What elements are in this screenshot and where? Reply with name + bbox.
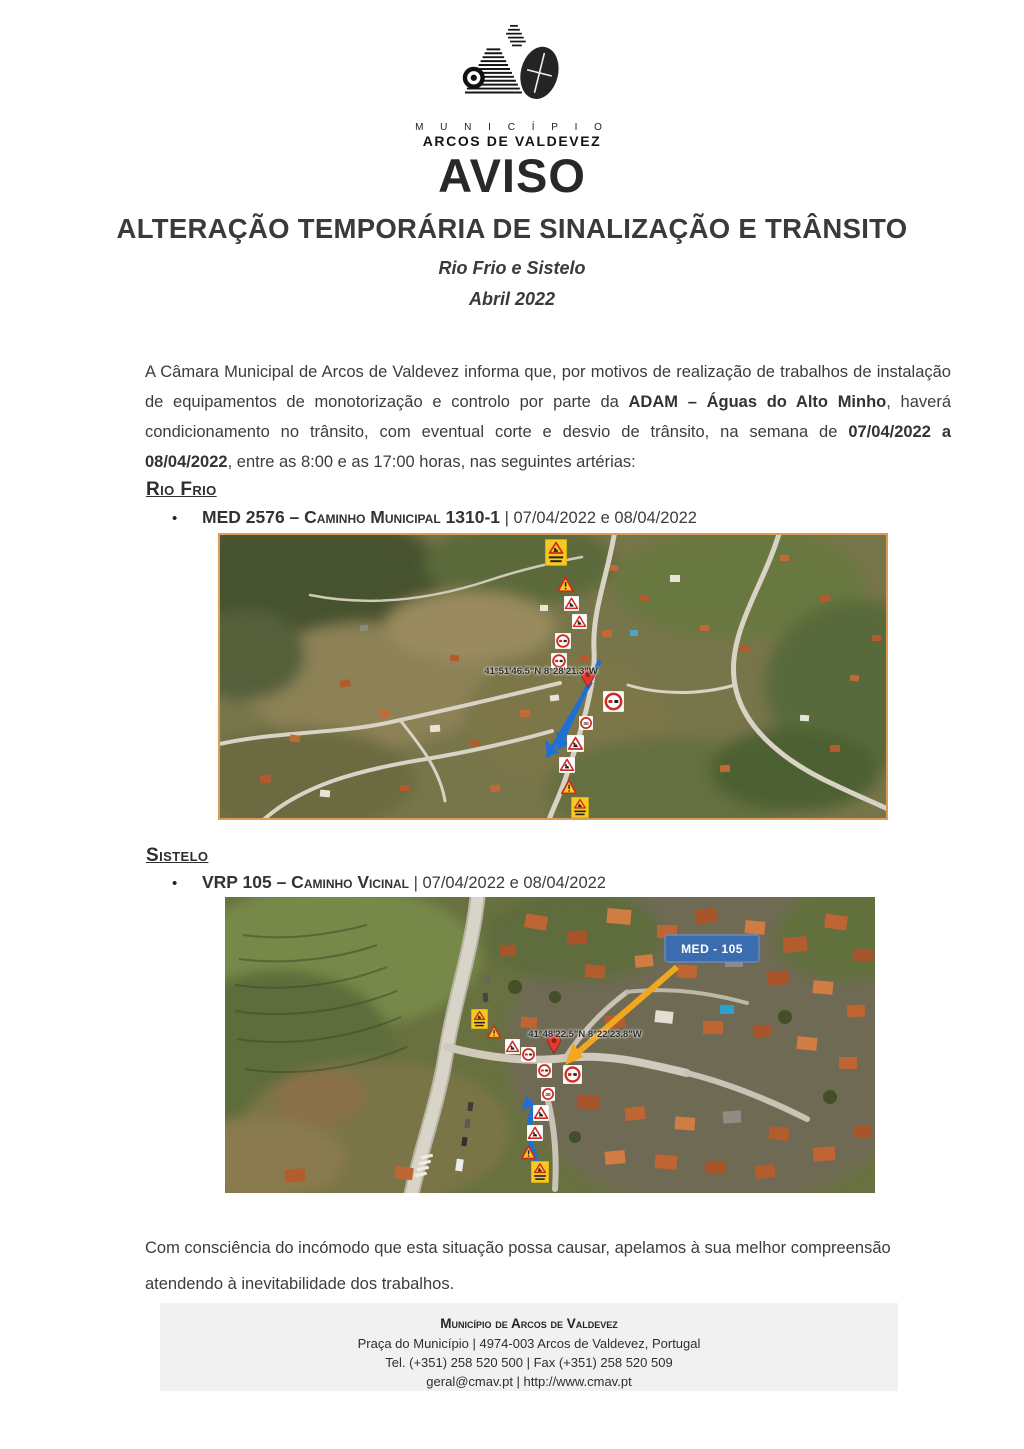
map1-coordinates: 41°51'46.5"N 8°28'21.3"W <box>484 666 598 677</box>
bullet-sistelo <box>172 872 942 893</box>
crest-head-stripes <box>506 26 526 46</box>
crest-ring-dot <box>471 75 477 81</box>
roadworks-sign-icon <box>564 596 579 611</box>
locations-line: Rio Frio e Sistelo <box>438 258 586 278</box>
sistelo-map-image <box>225 897 875 1193</box>
footer <box>160 1303 898 1391</box>
footer-org-name: Município de Arcos de Valdevez <box>440 1316 618 1331</box>
roadworks-sign-icon <box>559 757 575 773</box>
crest-shield <box>515 43 564 103</box>
bullet-rio-frio-road: MED 2576 – Caminho Municipal 1310-1 <box>202 507 501 527</box>
intro-part3: , entre as 8:00 e as 17:00 horas, nas seguintes artérias: <box>227 452 636 471</box>
no-overtaking-sign-icon <box>563 1065 582 1084</box>
intro-paragraph <box>145 357 951 477</box>
intro-bold-adam: ADAM – Águas do Alto Minho <box>628 392 887 411</box>
intro-part1: A Câmara Municipal de Arcos de Valdevez informa que, por motivos de realização de trabalhos de instalação de equipamentos de monotorização e controlo por parte da <box>145 362 951 411</box>
bullet-rio-frio <box>172 507 942 528</box>
municipality-logo <box>0 18 1024 149</box>
roadworks-sign-icon <box>572 614 587 629</box>
sistelo-map-svg <box>225 897 875 1193</box>
roadworks-sign-icon <box>567 735 584 752</box>
roadworks-sign-icon <box>533 1105 549 1121</box>
rio-frio-map-svg <box>220 535 886 818</box>
map2-coordinates: 41°48'22.5"N 8°22'23.8"W <box>528 1029 642 1040</box>
no-overtaking-sign-icon <box>537 1063 552 1078</box>
works-panel-sign-icon <box>571 797 589 818</box>
works-panel-sign-icon <box>531 1161 549 1183</box>
no-overtaking-sign-icon <box>603 691 624 712</box>
footer-email-web: geral@cmav.pt | http://www.cmav.pt <box>426 1374 632 1389</box>
page-title: AVISO <box>438 149 586 202</box>
speed-30-sign-icon <box>541 1087 555 1101</box>
no-overtaking-sign-icon <box>555 633 571 649</box>
roadworks-sign-icon <box>505 1039 520 1054</box>
works-panel-sign-icon <box>545 539 567 565</box>
speed-30-sign-icon <box>579 716 593 730</box>
section-heading-sistelo: Sistelo <box>146 845 209 866</box>
intro-part2: , haverá condicionamento no trânsito, com eventual corte e desvio de trânsito, na semana de <box>145 392 951 441</box>
municipality-crest-icon <box>437 18 587 116</box>
intro-bold-dates: 07/04/2022 a 08/04/2022 <box>145 422 952 471</box>
date-line: Abril 2022 <box>468 289 556 309</box>
logo-text-municipio: M U N I C Í P I O <box>415 122 609 133</box>
footer-phone-fax: Tel. (+351) 258 520 500 | Fax (+351) 258 520 509 <box>385 1355 673 1370</box>
page-subtitle: ALTERAÇÃO TEMPORÁRIA DE SINALIZAÇÃO E TRÂNSITO <box>116 213 908 244</box>
footer-address: Praça do Município | 4974-003 Arcos de Valdevez, Portugal <box>357 1336 701 1351</box>
bullet-dot: • <box>172 510 178 527</box>
closing-paragraph: Com consciência do incómodo que esta situação possa causar, apelamos à sua melhor compreensão atendendo à inevitabilidade dos trabalhos. <box>145 1238 891 1293</box>
bullet-rio-frio-dates: | 07/04/2022 e 08/04/2022 <box>500 509 697 527</box>
bullet-sistelo-road: VRP 105 – Caminho Vicinal <box>202 872 410 892</box>
section-heading-rio-frio: Rio Frio <box>146 479 217 500</box>
roadworks-sign-icon <box>527 1125 543 1141</box>
logo-text-arcos: ARCOS DE VALDEVEZ <box>422 133 602 149</box>
works-panel-sign-icon <box>471 1009 488 1029</box>
bullet-dot: • <box>172 875 178 892</box>
med-105-label: MED - 105 <box>681 942 743 956</box>
no-overtaking-sign-icon <box>521 1047 536 1062</box>
bullet-sistelo-dates: | 07/04/2022 e 08/04/2022 <box>409 874 606 892</box>
rio-frio-map-image <box>218 533 888 820</box>
